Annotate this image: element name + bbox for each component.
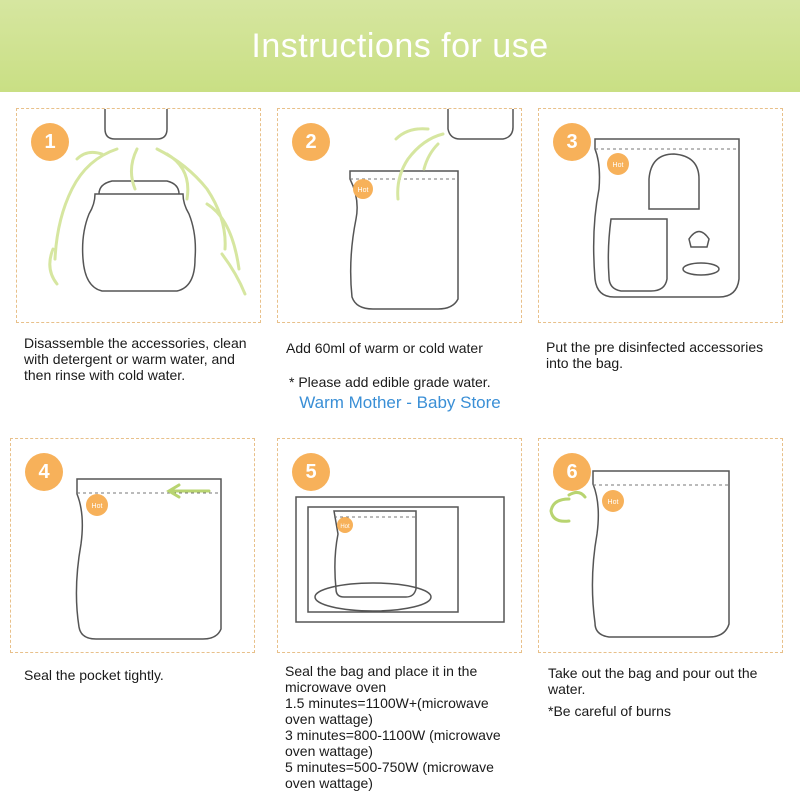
step-2-panel	[277, 108, 522, 323]
store-watermark: Warm Mother - Baby Store	[299, 393, 501, 412]
page-title: Instructions for use	[251, 26, 549, 65]
step-4-caption: Seal the pocket tightly.	[24, 667, 164, 683]
step-6-panel	[538, 438, 783, 653]
step-5-badge: 5	[292, 453, 330, 491]
step-1-panel	[16, 108, 261, 323]
step-2-note: * Please add edible grade water.	[289, 374, 491, 390]
step-3-badge: 3	[553, 123, 591, 161]
hot-label: Hot	[612, 162, 624, 169]
step-2-caption: Add 60ml of warm or cold water	[286, 340, 483, 356]
hot-label: Hot	[91, 503, 103, 510]
step-1-caption: Disassemble the accessories, clean with detergent or warm water, and then rinse with cold water.	[24, 335, 247, 383]
step-6-note: *Be careful of burns	[548, 703, 671, 719]
step-4-panel	[10, 438, 255, 653]
step-6-caption: Take out the bag and pour out the water.	[548, 665, 758, 697]
step-1-badge: 1	[31, 123, 69, 161]
step-5-panel	[277, 438, 522, 653]
step-4-badge: 4	[25, 453, 63, 491]
step-2-badge: 2	[292, 123, 330, 161]
step-3-panel	[538, 108, 783, 323]
step-5-text	[285, 663, 520, 791]
step-5-time-2: 3 minutes=800-1100W (microwave oven wattage)	[285, 727, 501, 759]
step-5-time-3: 5 minutes=500-750W (microwave oven wattage)	[285, 759, 494, 791]
hot-label: Hot	[357, 187, 369, 194]
title-banner	[0, 0, 800, 92]
hot-label: Hot	[340, 524, 350, 530]
step-5-time-1: 1.5 minutes=1100W+(microwave oven wattage)	[285, 695, 489, 727]
step-6-badge: 6	[553, 453, 591, 491]
step-3-caption: Put the pre disinfected accessories into the bag.	[546, 339, 764, 371]
hot-label: Hot	[607, 499, 619, 506]
step-5-caption: Seal the bag and place it in the microwave oven	[285, 663, 478, 695]
